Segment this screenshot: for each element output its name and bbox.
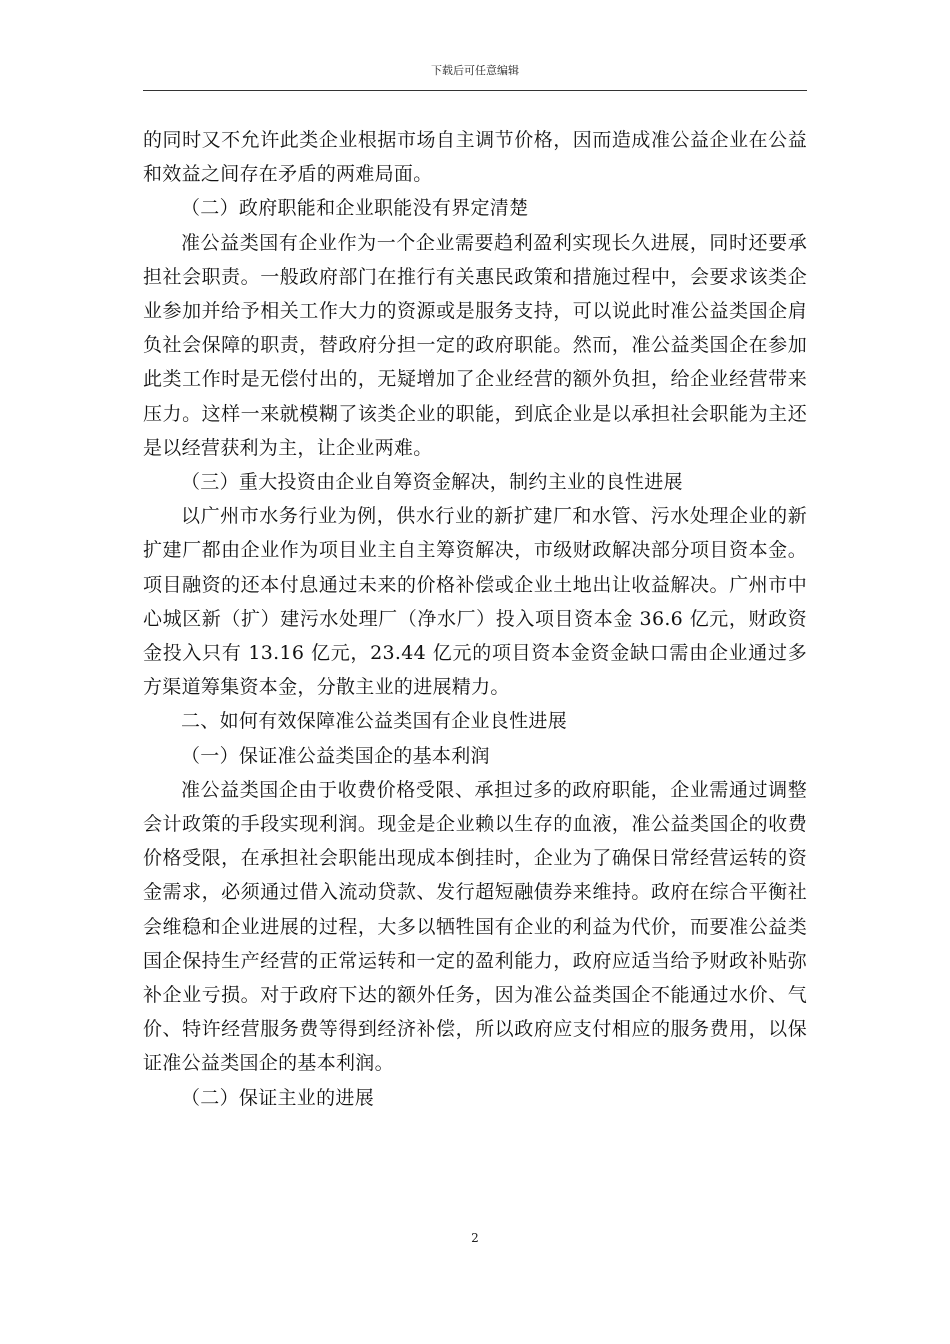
page-number: 2 <box>471 1231 479 1245</box>
section-heading-3: （三）重大投资由企业自筹资金解决，制约主业的良性进展 <box>181 471 683 494</box>
document-body <box>143 123 807 1115</box>
page-header: 下载后可任意编辑 <box>431 64 519 77</box>
subsection-heading-1: （一）保证准公益类国企的基本利润 <box>181 744 490 767</box>
section-heading-2: （二）政府职能和企业职能没有界定清楚 <box>181 197 529 220</box>
chapter-heading-2: 二、如何有效保障准公益类国有企业良性进展 <box>181 710 568 733</box>
paragraph-guangzhou-example: 以广州市水务行业为例，供水行业的新扩建厂和水管、污水处理企业的新扩建厂都由企业作为项目业主自主筹资解决，市级财政解决部分项目资本金。项目融资的还本付息通过未来的价格补偿或企业土地出让收益解决。广州市中心城区新（扩）建污水处理厂（净水厂）投入项目资本金 36.6 亿元，财政资金投入只有 13.16 亿元，23.44 亿元的项目资本金资金缺口需由企业通过多方渠道筹集资本金，分散主业的进展精力。 <box>143 505 807 699</box>
paragraph-continuation: 的同时又不允许此类企业根据市场自主调节价格，因而造成准公益企业在公益和效益之间存在矛盾的两难局面。 <box>143 129 807 186</box>
paragraph-government-functions: 准公益类国有企业作为一个企业需要趋利盈利实现长久进展，同时还要承担社会职责。一般政府部门在推行有关惠民政策和措施过程中，会要求该类企业参加并给予相关工作大力的资源或是服务支持，可以说此时准公益类国企肩负社会保障的职责，替政府分担一定的政府职能。然而，准公益类国企在参加此类工作时是无偿付出的，无疑增加了企业经营的额外负担，给企业经营带来压力。这样一来就模糊了该类企业的职能，到底企业是以承担社会职能为主还是以经营获利为主，让企业两难。 <box>143 231 807 459</box>
header-divider <box>143 90 807 91</box>
paragraph-basic-profit: 准公益类国企由于收费价格受限、承担过多的政府职能，企业需通过调整会计政策的手段实现利润。现金是企业赖以生存的血液，准公益类国企的收费价格受限，在承担社会职能出现成本倒挂时，企业为了确保日常经营运转的资金需求，必须通过借入流动贷款、发行超短融债券来维持。政府在综合平衡社会维稳和企业进展的过程，大多以牺牲国有企业的利益为代价，而要准公益类国企保持生产经营的正常运转和一定的盈利能力，政府应适当给予财政补贴弥补企业亏损。对于政府下达的额外任务，因为准公益类国企不能通过水价、气价、特许经营服务费等得到经济补偿，所以政府应支付相应的服务费用，以保证准公益类国企的基本利润。 <box>143 778 807 1075</box>
subsection-heading-2: （二）保证主业的进展 <box>181 1086 375 1109</box>
